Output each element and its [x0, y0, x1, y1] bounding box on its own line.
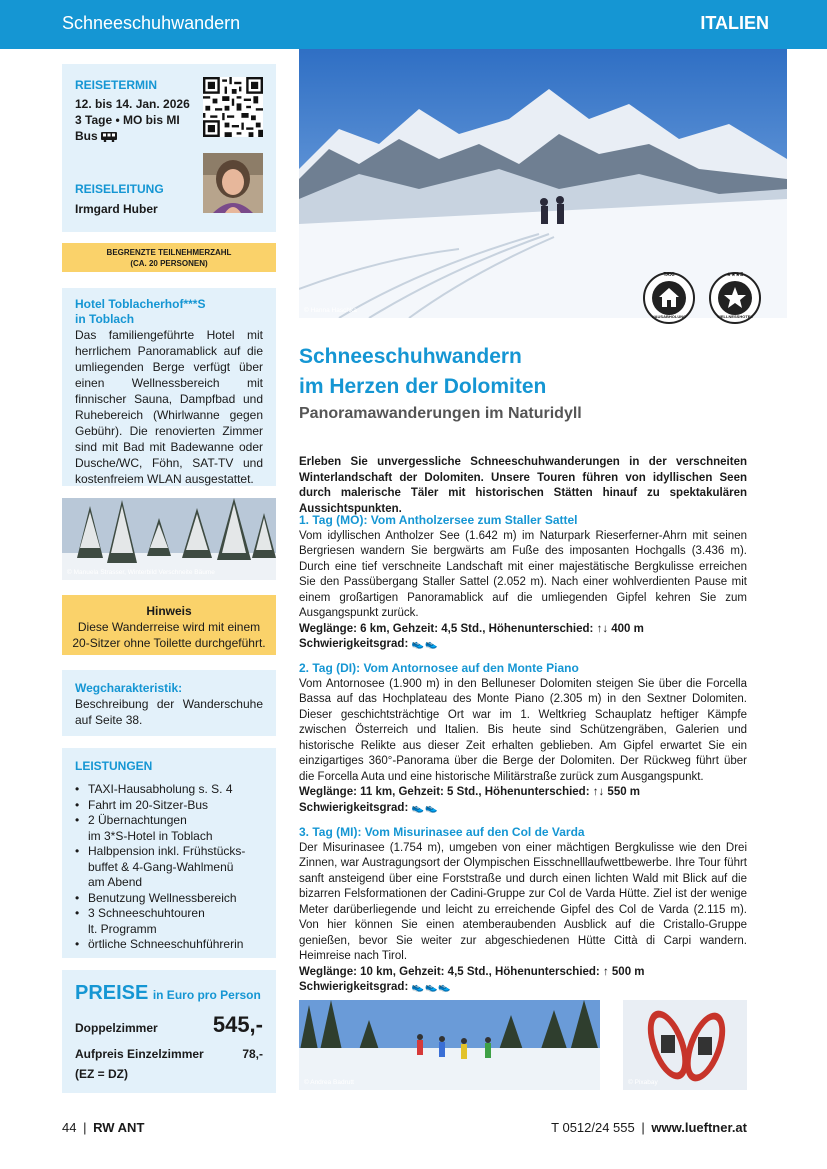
star-icon [718, 281, 752, 315]
price-label-double: Doppelzimmer [75, 1021, 158, 1035]
travel-transport [75, 128, 117, 144]
hinweis-line-2: 20-Sitzer ohne Toilette durchgeführt. [72, 636, 266, 650]
prices-heading: PREISE [75, 982, 149, 1004]
price-label-single: Aufpreis Einzelzimmer [75, 1047, 204, 1061]
limit-line-2: (CA. 20 PERSONEN) [130, 259, 208, 268]
day-text: Vom Antornosee (1.900 m) in den Belluneser Dolomiten steigen Sie über die Forcella Bassa auf das Hochplateau des Monte Piano (2.305 m) in den Sextner Dolomiten. Dieser geschichtsträchtige Ort war im 1. Weltkrieg Schauplatz heftiger Kämpfe zwischen Österreich und Italien. Bis heute sind Schützengräben, Galerien und historische Relikte aus dieser Zeit erhalten geblieben. Am Gipfel erwartet Sie ein einzigartiges 360°-Panorama über die Berge der Dolomiten. Der Rückweg führt über die Forcella Auta und eine historische Militärstraße zurück zum Ausgangspunkt. [299, 677, 747, 783]
day-difficulty: Schwierigkeitsgrad: 👟👟 [299, 801, 439, 814]
day-text: Vom idyllischen Antholzer See (1.642 m) im Naturpark Rieserferner-Ahrn mit seinen Bergriesen wandern Sie bergwärts am Fuße des imposanten Hochgalls (3.436 m). Durch eine tief verschneite Landschaft mit einer majestätische Bergkulisse erreichen Sie den Passübergang Staller Sattel (2.052 m). Nach einer wohlverdienten Pause mit einem großartigen Panoramablick auf die umliegenden Gipfel kehren Sie zum Ausgangspunkt zurück. [299, 529, 747, 619]
qr-code[interactable] [203, 77, 263, 137]
prices-box [62, 970, 276, 1093]
taxi-badge-bottom: HAUSABHOLUNG [651, 314, 687, 319]
services-box [62, 748, 276, 958]
day-difficulty: Schwierigkeitsgrad: 👟👟 [299, 638, 439, 650]
trail-heading: Wegcharakteristik: [75, 681, 183, 695]
section-title: Schneeschuhwandern [62, 13, 241, 33]
day-difficulty: Schwierigkeitsgrad: 👟👟👟 [299, 981, 452, 993]
service-item: • Benutzung Wellnessbereich [75, 891, 270, 907]
catalog-code: RW ANT [93, 1120, 145, 1135]
service-item: • 2 Übernachtungen im 3*S-Hotel in Toblach [75, 813, 270, 844]
footer-right: T 0512/24 555 | www.lueftner.at [551, 1120, 747, 1135]
intro-text: Erleben Sie unvergessliche Schneeschuhwanderungen in der verschneiten Winterlandschaft der Dolomiten. Unsere Touren führen von idyllischen Seen durch malerische Täler mit historischen Stätten hinauf zu spektakulären Aussichtspunkten. [299, 456, 747, 515]
day-heading: 3. Tag (MI): Vom Misurinasee auf den Col de Varda [299, 825, 585, 839]
limit-line-1: BEGRENZTE TEILNEHMERZAHL [106, 248, 232, 257]
group-photo [299, 1000, 600, 1090]
prices-subheading: in Euro pro Person [152, 988, 261, 1002]
price-double: 545,- [212, 1012, 263, 1037]
service-item: • Halbpension inkl. Frühstücks- buffet & 4-Gang-Wahlmenü am Abend [75, 844, 270, 891]
footer-left: 44 | RW ANT [62, 1120, 145, 1135]
snowshoes-photo [623, 1000, 747, 1090]
hotel-location: in Toblach [75, 312, 135, 326]
travel-duration: 3 Tage • MO bis MI [75, 113, 180, 127]
snowshoes-image [623, 1000, 747, 1090]
trail-characteristics-box [62, 670, 276, 736]
service-item: • örtliche Schneeschuhführerin [75, 937, 270, 953]
hotel-description: Das familiengeführte Hotel mit herrlichem Panoramablick auf die umliegenden Berge verfügt über einen Wellnessbereich mit finnischer Sauna, Dampfbad und Ruhebereich (Whirlwanne gegen Gebühr). Die renovierten Zimmer sind mit Bad mit Badewanne oder Dusche/WC, Föhn, SAT-TV und kostenfreiem WLAN ausgestattet. [75, 328, 263, 486]
hotel-name: Hotel Toblacherhof***S [75, 297, 206, 311]
title-line-2: im Herzen der Dolomiten [299, 375, 547, 398]
day-stats: Weglänge: 11 km, Gehzeit: 5 Std., Höhenunterschied: ↑↓ 550 m [299, 786, 641, 798]
day-stats: Weglänge: 10 km, Gehzeit: 4,5 Std., Höhenunterschied: ↑ 500 m [299, 965, 645, 978]
bus-icon [101, 132, 117, 142]
page-subtitle: Panoramawanderungen im Naturidyll [299, 405, 582, 422]
forest-photo [62, 498, 276, 580]
service-item: • 3 Schneeschuhtouren lt. Programm [75, 906, 270, 937]
photo-credit: © Pixabay [628, 1079, 658, 1086]
price-single: 78,- [242, 1047, 263, 1061]
wellness-badge-bottom: WELLNESSHOTEL [717, 314, 753, 319]
services-list [75, 782, 270, 953]
trail-text: Beschreibung der Wanderschuhe auf Seite 38. [75, 697, 263, 727]
hiking-shoe-icon: 👟👟👟 [411, 982, 452, 993]
photo-credit: © Hanna Haschka [304, 307, 357, 314]
travel-date: 12. bis 14. Jan. 2026 [75, 97, 190, 111]
hotel-box [62, 288, 276, 486]
prices-header [75, 982, 261, 1005]
day-1 [299, 513, 747, 653]
snowy-trees-image [62, 498, 276, 580]
taxi-badge [643, 272, 695, 324]
wellness-badge [709, 272, 761, 324]
hiking-shoe-icon: 👟👟 [411, 802, 439, 814]
hinweis-box [62, 595, 276, 655]
day-text: Der Misurinasee (1.754 m), umgeben von einer mächtigen Bergkulisse wie den Drei Zinnen, war Austragungsort der Olympischen Eisschnelllaufwettbewerbe. Ihre Tour führt sanft ansteigend über eine Forststraße und durch einen lichten Wald mit Blick auf die bizarren Felsformationen der Cadini-Gruppe zur Col de Varda Hütte. Ziel ist der wenige Meter darüberliegende und leicht zu erreichende Gipfel des Col de Varda (2.115 m). Von hier können Sie einen atemberaubenden Ausblick auf die Cristallo-Gruppe genießen, bevor Sie weiter zur abgeschiedenen Hütte Città di Carpi wandern. Heimreise nach Tirol. [299, 841, 747, 962]
day-heading: 2. Tag (DI): Vom Antornosee auf den Monte Piano [299, 661, 579, 675]
title-line-1: Schneeschuhwandern [299, 345, 522, 368]
service-item: • Fahrt im 20-Sitzer-Bus [75, 798, 270, 814]
reiseleitung-heading: REISELEITUNG [75, 182, 164, 196]
country-label: ITALIEN [700, 13, 769, 33]
page-number: 44 [62, 1120, 77, 1135]
day-stats: Weglänge: 6 km, Gehzeit: 4,5 Std., Höhenunterschied: ↑↓ 400 m [299, 622, 644, 635]
service-item: • TAXI-Hausabholung s. S. 4 [75, 782, 270, 798]
day-3 [299, 825, 747, 996]
day-heading: 1. Tag (MO): Vom Antholzersee zum Staller Sattel [299, 513, 578, 527]
travel-info-box [62, 64, 276, 232]
price-note: (EZ = DZ) [75, 1067, 128, 1081]
house-icon [652, 281, 686, 315]
hiking-shoe-icon: 👟👟 [411, 639, 439, 650]
taxi-badge-top: TAXI [663, 272, 675, 278]
reisetermin-heading: REISETERMIN [75, 78, 158, 92]
services-heading: LEISTUNGEN [75, 759, 153, 773]
page-title [299, 342, 546, 402]
hinweis-heading: Hinweis [146, 604, 192, 618]
participant-limit-notice [62, 243, 276, 272]
hinweis-line-1: Diese Wanderreise wird mit einem [77, 620, 261, 634]
day-2 [299, 661, 747, 816]
snowshoe-group-image [299, 1000, 600, 1090]
transport-label: Bus [75, 129, 98, 143]
photo-credit: © Manuela Strasser, Winterbild Verschneite Bäume [67, 569, 215, 576]
guide-portrait [203, 153, 263, 213]
wellness-badge-top: ★★★S [726, 272, 744, 278]
phone-number: T 0512/24 555 [551, 1120, 635, 1135]
guide-name: Irmgard Huber [75, 202, 158, 216]
photo-credit: © Andrea Badrutt [304, 1079, 354, 1086]
website-link[interactable]: www.lueftner.at [651, 1120, 747, 1135]
page-header [0, 0, 827, 49]
